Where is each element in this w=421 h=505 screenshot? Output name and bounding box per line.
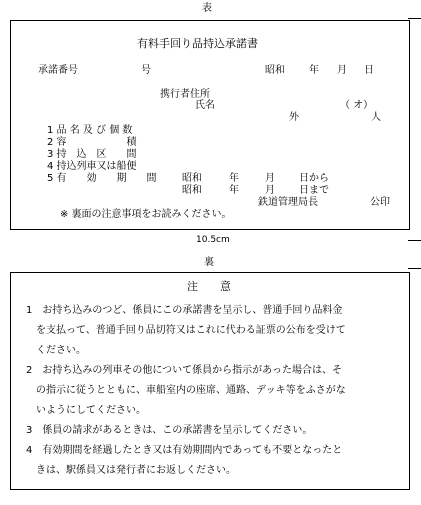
item-line-4: 4 持込列車又は船便	[47, 161, 137, 172]
others-label: 外	[289, 112, 299, 123]
notice-line: ください。	[26, 345, 86, 356]
issue-day-label: 日	[364, 65, 374, 76]
seal-mark: （ オ）	[340, 100, 374, 111]
notice-line: いようにしてください。	[26, 405, 146, 416]
front-side-label: 表	[202, 3, 212, 14]
front-note: ※ 裏面の注意事項をお読みください。	[60, 209, 232, 220]
number-suffix: 号	[141, 65, 151, 76]
item-line-5: 5 有 効 期 間	[47, 173, 157, 184]
carrier-name-label: 氏名	[195, 100, 215, 111]
width-dimension: 10.5cm	[196, 235, 230, 245]
carrier-address-label: 携行者住所	[160, 89, 210, 100]
back-side-label: 裏	[204, 257, 214, 268]
notice-line: 3 係員の請求があるときは、この承諾書を呈示してください。	[26, 425, 313, 436]
form-title: 有料手回り品持込承諾書	[137, 37, 258, 50]
notice-line: 1 お持ち込みのつど、係員にこの承諾書を呈示し、普通手回り品料金	[26, 305, 343, 316]
notice-line: 2 お持ち込みの列車その他について係員から指示があった場合は、そ	[26, 365, 343, 376]
corner-mark	[408, 18, 421, 19]
valid-until-year: 年	[229, 185, 239, 196]
notice-line: きは、駅係員又は発行者にお返しください。	[26, 465, 236, 476]
valid-until-month: 月	[265, 185, 275, 196]
issue-year-label: 年	[309, 65, 319, 76]
issue-month-label: 月	[337, 65, 347, 76]
issue-era: 昭和	[265, 65, 285, 76]
notice-line: の指示に従うとともに、車船室内の座席、通路、デッキ等をふさがな	[26, 385, 346, 396]
item-line-2: 2 容 積	[47, 137, 137, 148]
approval-number-label: 承諾番号	[38, 65, 78, 76]
item-line-3: 3 持 込 区 間	[47, 149, 137, 160]
item-line-1: 1 品 名 及 び 個 数	[47, 125, 133, 136]
notice-line: 4 有効期間を経過したとき又は有効期間内であっても不要となったと	[26, 445, 343, 456]
valid-from-day: 日から	[299, 173, 329, 184]
valid-from-year: 年	[229, 173, 239, 184]
valid-from-era: 昭和	[182, 173, 202, 184]
railway-manager-label: 鉄道管理局長	[258, 197, 318, 208]
valid-until-day: 日まで	[299, 185, 329, 196]
corner-mark	[408, 240, 421, 241]
valid-from-month: 月	[265, 173, 275, 184]
valid-until-era: 昭和	[182, 185, 202, 196]
official-seal-label: 公印	[370, 197, 390, 208]
notice-line: を支払って、普通手回り品切符又はこれに代わる証票の公布を受けて	[26, 325, 346, 336]
persons-label: 人	[371, 112, 381, 123]
notice-title: 注 意	[187, 280, 231, 293]
corner-mark	[408, 268, 421, 269]
